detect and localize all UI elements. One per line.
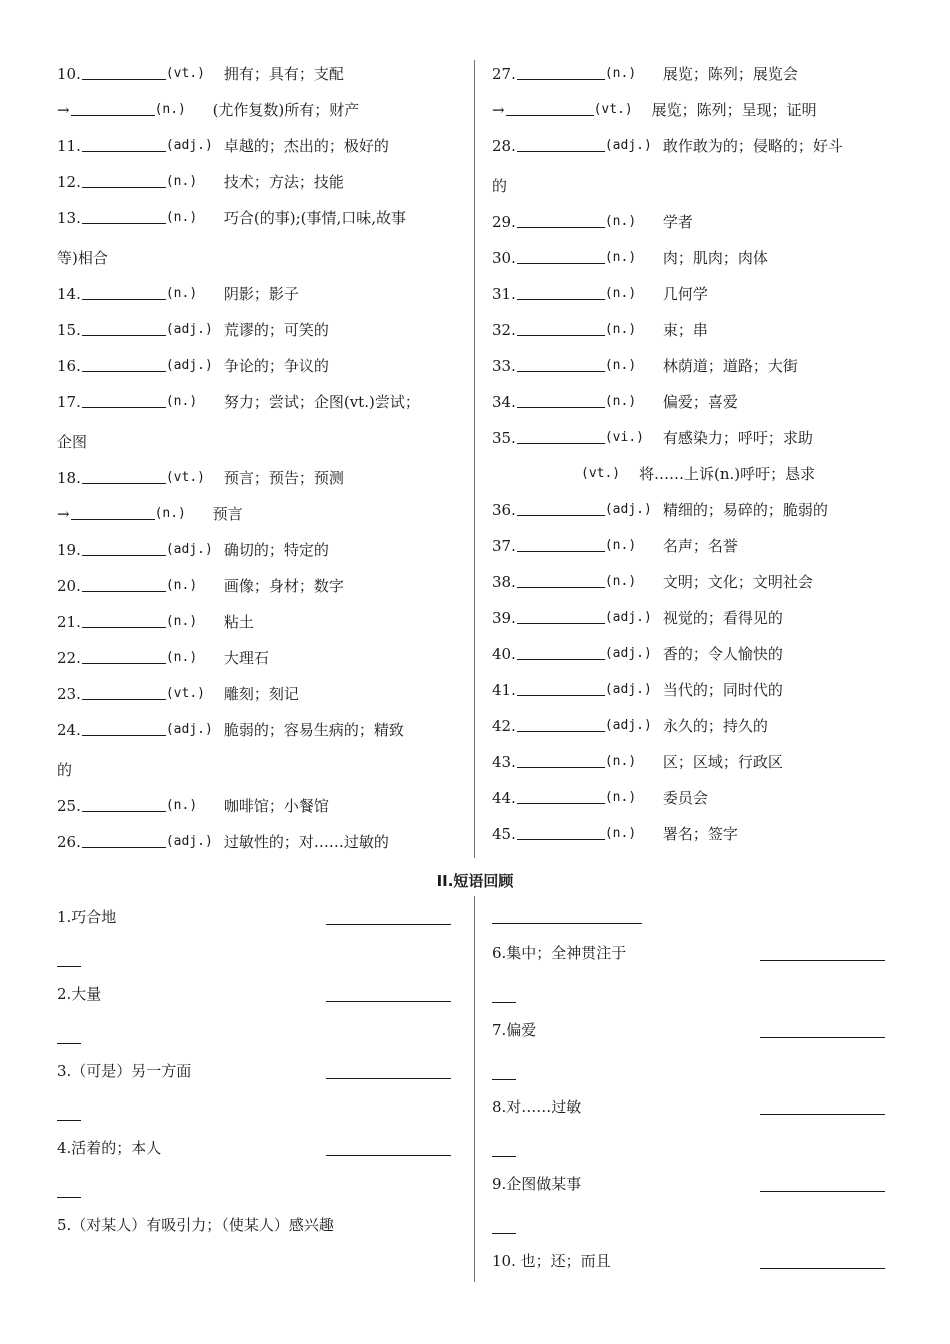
answer-blank[interactable] — [82, 830, 166, 848]
meaning-text: 粘土 — [223, 613, 254, 631]
meaning-text: 委员会 — [662, 789, 708, 807]
answer-line-cont[interactable] — [492, 923, 642, 924]
item-number: 15. — [57, 321, 81, 339]
item-number: 26. — [57, 833, 81, 851]
meaning-text: 香的；令人愉快的 — [662, 645, 783, 663]
meaning-text: 荒谬的；可笑的 — [223, 321, 329, 339]
meaning-continuation: 等)相合 — [57, 249, 108, 267]
answer-blank[interactable] — [82, 390, 166, 408]
vocab-row — [492, 462, 892, 498]
item-number: 33. — [492, 357, 516, 375]
meaning-text: 当代的；同时代的 — [662, 681, 783, 699]
part-of-speech: (vt.) — [165, 470, 205, 485]
phrase-item: 9.企图做某事 — [492, 1175, 582, 1193]
part-of-speech: (n.) — [165, 286, 198, 301]
answer-blank[interactable] — [82, 62, 166, 80]
meaning-text: 过敏性的；对……过敏的 — [223, 833, 389, 851]
part-of-speech: (n.) — [604, 574, 637, 589]
phrase-item: 4.活着的；本人 — [57, 1139, 162, 1157]
answer-blank[interactable] — [517, 678, 605, 696]
part-of-speech: (n.) — [604, 66, 637, 81]
part-of-speech: (adj.) — [604, 646, 652, 661]
item-number: 44. — [492, 789, 516, 807]
answer-blank[interactable] — [82, 646, 166, 664]
part-of-speech: (adj.) — [604, 138, 652, 153]
vocab-row — [492, 426, 892, 462]
phrase-item: 7.偏爱 — [492, 1021, 537, 1039]
meaning-text: 咖啡馆；小餐馆 — [223, 797, 329, 815]
answer-blank[interactable] — [82, 354, 166, 372]
vocab-row — [57, 282, 467, 318]
answer-line[interactable] — [326, 1155, 451, 1156]
meaning-text: 努力；尝试；企图(vt.)尝试； — [223, 393, 420, 411]
vocab-row — [57, 98, 467, 134]
item-number: 21. — [57, 613, 81, 631]
meaning-text: 巧合(的事);(事情,口味,故事 — [223, 209, 407, 227]
answer-blank[interactable] — [82, 682, 166, 700]
vocab-row — [492, 62, 892, 98]
vocab-row — [492, 390, 892, 426]
part-of-speech: (adj.) — [604, 610, 652, 625]
vocab-row — [492, 606, 892, 642]
answer-line-cont[interactable] — [57, 1120, 81, 1121]
part-of-speech: (n.) — [165, 394, 198, 409]
meaning-text: 名声；名誉 — [662, 537, 738, 555]
meaning-text: 偏爱；喜爱 — [662, 393, 738, 411]
meaning-text: 几何学 — [662, 285, 708, 303]
meaning-text: 束；串 — [662, 321, 708, 339]
vocab-row — [57, 134, 467, 170]
part-of-speech: (n.) — [604, 322, 637, 337]
item-number: → — [492, 101, 505, 119]
vocab-row — [57, 318, 467, 354]
answer-blank[interactable] — [517, 534, 605, 552]
item-number: 40. — [492, 645, 516, 663]
item-number: 39. — [492, 609, 516, 627]
answer-blank[interactable] — [517, 246, 605, 264]
vocab-row — [57, 830, 467, 866]
part-of-speech: (n.) — [604, 286, 637, 301]
meaning-text: 林荫道；道路；大街 — [662, 357, 798, 375]
item-number: 23. — [57, 685, 81, 703]
item-number: 10. — [57, 65, 81, 83]
answer-line[interactable] — [760, 1114, 885, 1115]
item-number: 12. — [57, 173, 81, 191]
part-of-speech: (n.) — [165, 614, 198, 629]
meaning-text: 大理石 — [223, 649, 269, 667]
vocab-row — [492, 822, 892, 858]
vocab-row — [57, 390, 467, 466]
vocab-row — [492, 210, 892, 246]
vocab-row — [492, 282, 892, 318]
part-of-speech: (adj.) — [604, 682, 652, 697]
answer-blank[interactable] — [517, 134, 605, 152]
meaning-text: 敢作敢为的；侵略的；好斗 — [662, 137, 843, 155]
vocab-row — [492, 570, 892, 606]
answer-blank[interactable] — [82, 718, 166, 736]
meaning-text: 署名；签字 — [662, 825, 738, 843]
part-of-speech: (n.) — [165, 650, 198, 665]
answer-blank[interactable] — [517, 498, 605, 516]
part-of-speech: (n.) — [604, 538, 637, 553]
item-number: 24. — [57, 721, 81, 739]
answer-blank[interactable] — [517, 750, 605, 768]
part-of-speech: (n.) — [604, 358, 637, 373]
vocab-row — [492, 498, 892, 534]
answer-blank[interactable] — [517, 354, 605, 372]
phrase-item: 6.集中；全神贯注于 — [492, 944, 627, 962]
part-of-speech: (n.) — [604, 790, 637, 805]
meaning-text: 确切的；特定的 — [223, 541, 329, 559]
part-of-speech: (n.) — [604, 826, 637, 841]
part-of-speech: (n.) — [165, 578, 198, 593]
item-number: 13. — [57, 209, 81, 227]
phrase-item: 5.（对某人）有吸引力；（使某人）感兴趣 — [57, 1216, 334, 1234]
answer-blank[interactable] — [506, 98, 594, 116]
phrase-item: 1.巧合地 — [57, 908, 117, 926]
item-number: 19. — [57, 541, 81, 559]
answer-blank[interactable] — [517, 426, 605, 444]
meaning-text: 视觉的；看得见的 — [662, 609, 783, 627]
part-of-speech: (adj.) — [165, 138, 213, 153]
answer-line-cont[interactable] — [492, 1156, 516, 1157]
item-number: → — [57, 101, 70, 119]
part-of-speech: (n.) — [604, 214, 637, 229]
meaning-text: 展览；陈列；呈现；证明 — [651, 101, 817, 119]
part-of-speech: (adj.) — [165, 322, 213, 337]
answer-blank[interactable] — [517, 62, 605, 80]
item-number: 17. — [57, 393, 81, 411]
meaning-text: 预言 — [212, 505, 243, 523]
vocab-row — [492, 786, 892, 822]
part-of-speech: (n.) — [165, 798, 198, 813]
answer-blank[interactable] — [82, 282, 166, 300]
vocab-row — [57, 794, 467, 830]
part-of-speech: (adj.) — [165, 542, 213, 557]
vocab-row — [57, 610, 467, 646]
answer-line[interactable] — [326, 1001, 451, 1002]
item-number: 37. — [492, 537, 516, 555]
answer-line[interactable] — [760, 960, 885, 961]
meaning-text: (尤作复数)所有；财产 — [212, 101, 360, 119]
part-of-speech: (n.) — [154, 506, 186, 521]
phrase-item: 2.大量 — [57, 985, 102, 1003]
vocab-row — [492, 642, 892, 678]
item-number: 41. — [492, 681, 516, 699]
meaning-text: 有感染力；呼吁；求助 — [662, 429, 813, 447]
phrase-item: 3.（可是）另一方面 — [57, 1062, 192, 1080]
answer-blank[interactable] — [517, 606, 605, 624]
answer-line-cont[interactable] — [492, 1002, 516, 1003]
item-number: 42. — [492, 717, 516, 735]
answer-blank[interactable] — [82, 170, 166, 188]
part-of-speech: (vt.) — [165, 686, 205, 701]
vocab-row — [492, 318, 892, 354]
answer-line-cont[interactable] — [57, 1043, 81, 1044]
part-of-speech: (n.) — [165, 210, 198, 225]
item-number: 18. — [57, 469, 81, 487]
vocab-row — [57, 646, 467, 682]
meaning-continuation: 企图 — [57, 433, 88, 451]
part-of-speech: (n.) — [604, 394, 637, 409]
item-number: 43. — [492, 753, 516, 771]
meaning-text: 争论的；争议的 — [223, 357, 329, 375]
part-of-speech: (adj.) — [165, 834, 213, 849]
item-number: → — [57, 505, 70, 523]
meaning-text: 学者 — [662, 213, 693, 231]
meaning-text: 区；区域；行政区 — [662, 753, 783, 771]
answer-blank[interactable] — [82, 318, 166, 336]
meaning-text: 阴影；影子 — [223, 285, 299, 303]
meaning-text: 脆弱的；容易生病的；精致 — [223, 721, 404, 739]
part-of-speech: (adj.) — [165, 722, 213, 737]
answer-blank[interactable] — [82, 794, 166, 812]
vocab-row — [57, 466, 467, 502]
item-number: 45. — [492, 825, 516, 843]
answer-line[interactable] — [326, 924, 451, 925]
answer-blank[interactable] — [82, 134, 166, 152]
answer-blank[interactable] — [82, 610, 166, 628]
part-of-speech: (n.) — [604, 250, 637, 265]
answer-blank[interactable] — [517, 822, 605, 840]
answer-line-cont[interactable] — [57, 966, 81, 967]
answer-blank[interactable] — [517, 570, 605, 588]
vocab-row — [57, 170, 467, 206]
meaning-text: 雕刻；刻记 — [223, 685, 299, 703]
column-divider-bottom — [474, 896, 475, 1282]
item-number: 14. — [57, 285, 81, 303]
item-number: 16. — [57, 357, 81, 375]
item-number: 31. — [492, 285, 516, 303]
part-of-speech: (adj.) — [604, 502, 652, 517]
answer-blank[interactable] — [517, 786, 605, 804]
vocab-row — [492, 354, 892, 390]
part-of-speech: (n.) — [154, 102, 186, 117]
vocab-row — [57, 502, 467, 538]
meaning-text: 将……上诉(n.)呼吁；恳求 — [639, 465, 816, 483]
item-number: 35. — [492, 429, 516, 447]
answer-line-cont[interactable] — [492, 1079, 516, 1080]
meaning-text: 拥有；具有；支配 — [223, 65, 344, 83]
meaning-text: 永久的；持久的 — [662, 717, 768, 735]
vocab-column-right — [492, 62, 892, 858]
part-of-speech: (vt.) — [581, 466, 621, 481]
vocab-row — [492, 714, 892, 750]
section-title-phrases: II.短语回顾 — [436, 872, 514, 890]
answer-blank[interactable] — [517, 714, 605, 732]
meaning-text: 展览；陈列；展览会 — [662, 65, 798, 83]
answer-line-cont[interactable] — [492, 1233, 516, 1234]
item-number: 30. — [492, 249, 516, 267]
meaning-text: 技术；方法；技能 — [223, 173, 344, 191]
item-number: 32. — [492, 321, 516, 339]
meaning-continuation: 的 — [57, 761, 73, 779]
vocab-column-left — [57, 62, 467, 866]
item-number: 29. — [492, 213, 516, 231]
meaning-text: 精细的；易碎的；脆弱的 — [662, 501, 828, 519]
part-of-speech: (vt.) — [593, 102, 633, 117]
answer-blank[interactable] — [71, 98, 155, 116]
vocab-row — [492, 678, 892, 714]
vocab-row — [57, 62, 467, 98]
vocab-row — [57, 718, 467, 794]
answer-blank[interactable] — [82, 466, 166, 484]
vocab-row — [57, 682, 467, 718]
phrase-item: 8.对……过敏 — [492, 1098, 582, 1116]
answer-blank[interactable] — [82, 206, 166, 224]
answer-blank[interactable] — [82, 538, 166, 556]
vocab-row — [57, 206, 467, 282]
part-of-speech: (vi.) — [604, 430, 644, 445]
item-number: 34. — [492, 393, 516, 411]
part-of-speech: (adj.) — [165, 358, 213, 373]
item-number: 11. — [57, 137, 81, 155]
item-number: 28. — [492, 137, 516, 155]
answer-line[interactable] — [326, 1078, 451, 1079]
item-number: 20. — [57, 577, 81, 595]
answer-blank[interactable] — [517, 210, 605, 228]
answer-blank[interactable] — [517, 318, 605, 336]
meaning-text: 画像；身材；数字 — [223, 577, 344, 595]
answer-line-cont[interactable] — [57, 1197, 81, 1198]
part-of-speech: (n.) — [165, 174, 198, 189]
answer-line[interactable] — [760, 1191, 885, 1192]
answer-line[interactable] — [760, 1037, 885, 1038]
answer-blank[interactable] — [71, 502, 155, 520]
item-number: 27. — [492, 65, 516, 83]
item-number: 36. — [492, 501, 516, 519]
vocab-row — [57, 538, 467, 574]
answer-blank[interactable] — [517, 282, 605, 300]
vocab-row — [492, 750, 892, 786]
part-of-speech: (vt.) — [165, 66, 205, 81]
part-of-speech: (n.) — [604, 754, 637, 769]
phrase-item: 10. 也；还；而且 — [492, 1252, 611, 1270]
vocab-row — [57, 574, 467, 610]
meaning-text: 卓越的；杰出的；极好的 — [223, 137, 389, 155]
meaning-text: 文明；文化；文明社会 — [662, 573, 813, 591]
item-number: 22. — [57, 649, 81, 667]
vocab-row — [492, 534, 892, 570]
answer-blank[interactable] — [82, 574, 166, 592]
answer-line[interactable] — [760, 1268, 885, 1269]
item-number: 38. — [492, 573, 516, 591]
vocab-row — [492, 246, 892, 282]
answer-blank[interactable] — [517, 642, 605, 660]
meaning-continuation: 的 — [492, 177, 508, 195]
vocab-row — [57, 354, 467, 390]
column-divider-top — [474, 60, 475, 858]
meaning-text: 肉；肌肉；肉体 — [662, 249, 768, 267]
item-number: 25. — [57, 797, 81, 815]
vocab-row — [492, 98, 892, 134]
vocab-row — [492, 134, 892, 210]
meaning-text: 预言；预告；预测 — [223, 469, 344, 487]
part-of-speech: (adj.) — [604, 718, 652, 733]
answer-blank[interactable] — [517, 390, 605, 408]
